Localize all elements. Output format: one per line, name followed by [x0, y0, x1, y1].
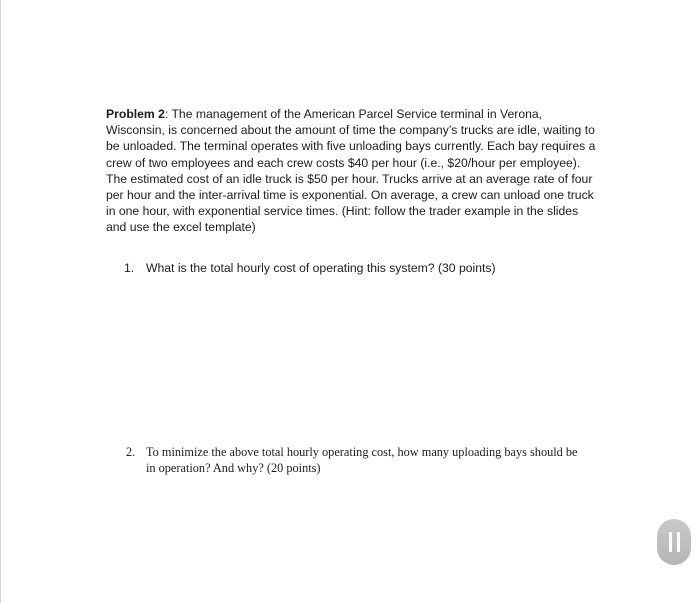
problem-statement: [106, 106, 598, 236]
question-1-number: 1.: [124, 261, 135, 275]
page-edge-divider: [0, 0, 1, 603]
grip-lines-icon: [677, 532, 680, 552]
question-1-text: What is the total hourly cost of operating this system? (30 points): [146, 261, 496, 275]
question-2-text: To minimize the above total hourly operating cost, how many uploading bays should be in operation? And why? (20 points): [146, 445, 578, 475]
problem-text: : The management of the American Parcel Service terminal in Verona, Wisconsin, is concerned about the amount of time the company’s trucks are idle, waiting to be unloaded. The terminal operates with five unloading bays currently. Each bay requires a crew of two employees and each crew costs $40 per hour (i.e., $20/hour per employee). The estimated cost of an idle truck is $50 per hour. Trucks arrive at an average rate of four per hour and the inter-arrival time is exponential. On average, a crew can unload one truck in one hour, with exponential service times. (Hint: follow the trader example in the slides and use the excel template): [106, 107, 596, 235]
question-1: [124, 260, 604, 276]
problem-heading: Problem 2: [106, 107, 165, 121]
question-2: [126, 444, 586, 476]
scroll-handle[interactable]: [657, 519, 691, 565]
grip-lines-icon: [669, 532, 672, 552]
question-2-number: 2.: [126, 445, 136, 459]
